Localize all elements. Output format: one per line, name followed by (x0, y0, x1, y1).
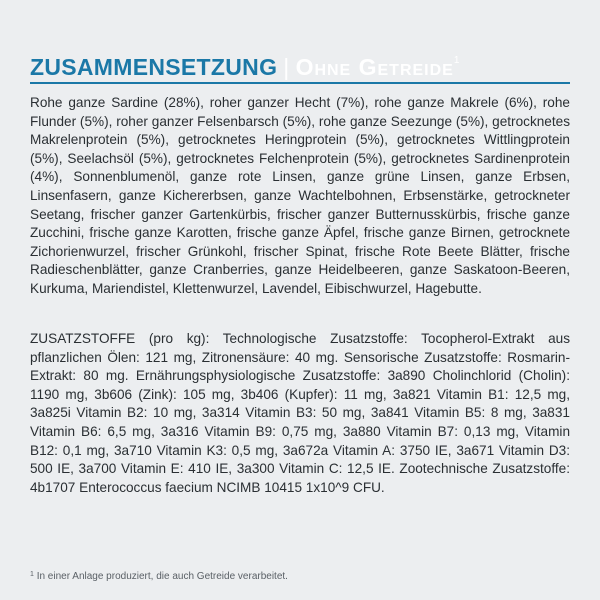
additives-paragraph: ZUSATZSTOFFE (pro kg): Technologische Zusatzstoffe: Tocopherol-Extrakt aus pflanzlichen Ölen: 121 mg, Zitronensäure: 40 mg. Sensorische Zusatzstoffe: Rosmarin-Extrakt: 80 mg. Ernährungsphysiologische Zusatzstoffe: 3a890 Cholinchlorid (Cholin): 1190 mg, 3b606 (Zink): 105 mg, 3b406 (Kupfer): 11 mg, 3a821 Vitamin B1: 12,5 mg, 3a825i Vitamin B2: 10 mg, 3a314 Vitamin B3: 50 mg, 3a841 Vitamin B5: 8 mg, 3a831 Vitamin B6: 6,5 mg, 3a316 Vitamin B9: 0,75 mg, 3a880 Vitamin B7: 0,13 mg, Vitamin B12: 0,1 mg, 3a710 Vitamin K3: 0,5 mg, 3a672a Vitamin A: 3750 IE, 3a671 Vitamin D3: 500 IE, 3a700 Vitamin E: 410 IE, 3a300 Vitamin C: 12,5 IE. Zootechnische Zusatzstoffe: 4b1707 Enterococcus faecium NCIMB 10415 1x10^9 CFU. (30, 331, 570, 495)
header-divider (30, 82, 570, 84)
page-subtitle (296, 54, 460, 80)
footnote-text: In einer Anlage produziert, die auch Getreide verarbeitet. (36, 571, 288, 582)
title-separator: | (283, 54, 290, 80)
footnote-marker: 1 (30, 571, 34, 578)
page-header (30, 46, 459, 82)
page-title: ZUSAMMENSETZUNG (30, 54, 278, 80)
subtitle-text: Ohne Getreide (295, 54, 454, 80)
ingredients-paragraph: Rohe ganze Sardine (28%), roher ganzer Hecht (7%), rohe ganze Makrele (6%), rohe Flunder (5%), roher ganzer Felsenbarsch (5%), rohe ganze Seezunge (5%), getrocknetes Makrelenprotein (5%), getrocknetes Heringprotein (5%), getrocknetes Wittlingprotein (5%), Seelachsöl (5%), getrocknetes Felchenprotein (5%), getrocknetes Sardinenprotein (4%), Sonnenblumenöl, ganze rote Linsen, ganze grüne Linsen, ganze Erbsen, Linsenfasern, ganze Kichererbsen, ganze Wachtelbohnen, Erbsenstärke, getrockneter Seetang, frischer ganzer Gartenkürbis, frischer ganzer Butternusskürbis, frische ganze Zucchini, frische ganze Karotten, frische ganze Äpfel, frische ganze Birnen, getrocknete Zichorienwurzel, frischer Grünkohl, frischer Spinat, frische Rote Beete Blätter, frische Radieschenblätter, ganze Cranberries, ganze Heidelbeeren, ganze Saskatoon-Beeren, Kurkuma, Mariendistel, Klettenwurzel, Lavendel, Eibischwurzel, Hagebutte. (30, 95, 570, 296)
footnote-reference: 1 (453, 55, 460, 66)
footnote (30, 568, 288, 583)
